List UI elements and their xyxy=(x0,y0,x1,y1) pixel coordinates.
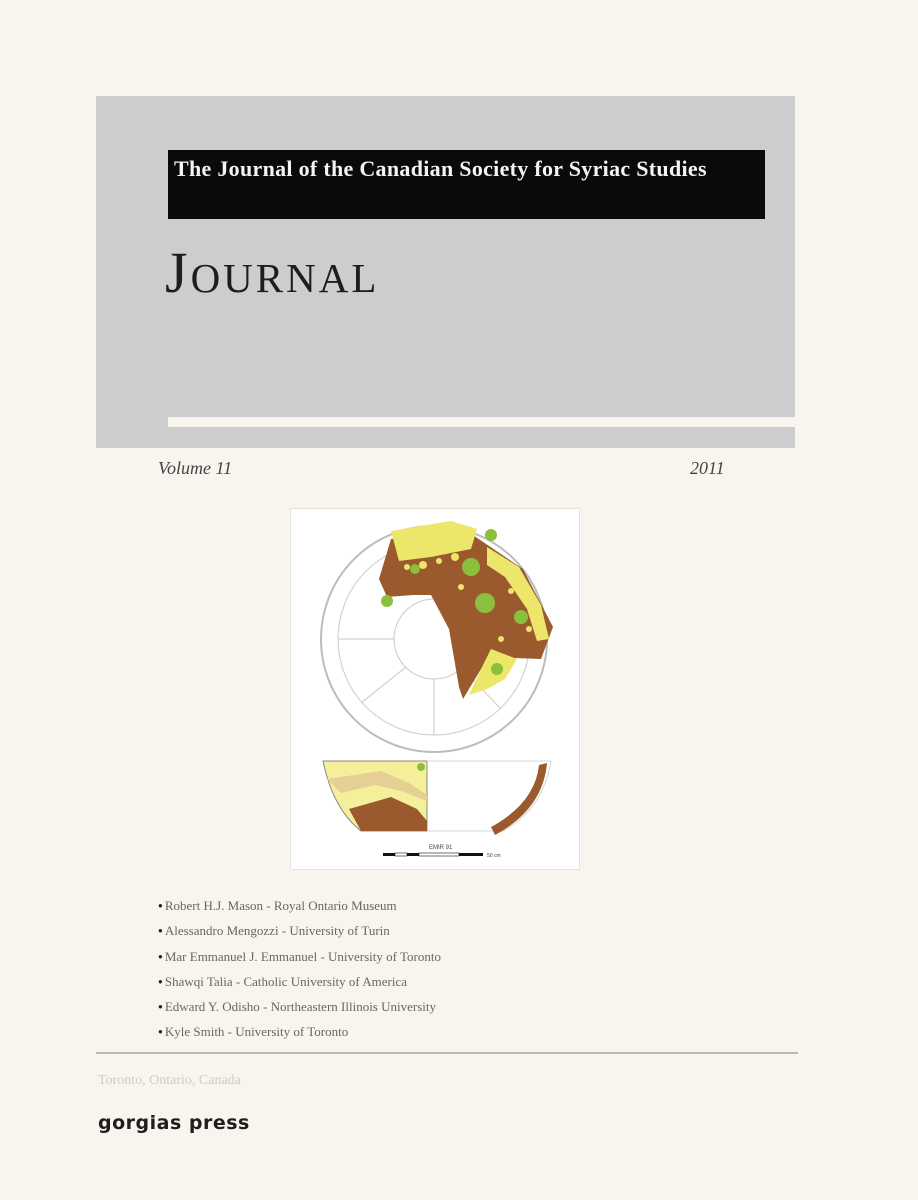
site-plan-drawing xyxy=(291,509,579,869)
contributor-item: ● Edward Y. Odisho - Northeastern Illinois University xyxy=(158,995,441,1020)
journal-title: Journal xyxy=(165,240,380,305)
contributor-item: ● Kyle Smith - University of Toronto xyxy=(158,1020,441,1045)
series-title: The Journal of the Canadian Society for Syriac Studies xyxy=(168,150,765,219)
scale-label: EMIR 91 xyxy=(429,845,453,851)
cover-illustration xyxy=(290,508,580,870)
scale-bar xyxy=(383,845,501,859)
contributor-item: ● Alessandro Mengozzi - University of Turin xyxy=(158,919,441,944)
contributor-item: ● Mar Emmanuel J. Emmanuel - University of Toronto xyxy=(158,945,441,970)
footer-divider xyxy=(96,1052,798,1054)
section-right-brown-arc xyxy=(491,763,547,835)
contributor-item: ● Shawqi Talia - Catholic University of America xyxy=(158,970,441,995)
contributor-item: ● Robert H.J. Mason - Royal Ontario Museum xyxy=(158,894,441,919)
scale-unit: 50 cm xyxy=(487,853,501,859)
publisher-logo: gorgias press xyxy=(98,1112,250,1134)
year-label: 2011 xyxy=(690,458,725,478)
volume-label: Volume 11 xyxy=(158,458,233,478)
section-green-dot xyxy=(417,763,425,771)
contributor-list xyxy=(158,894,441,1046)
section-drawing xyxy=(323,761,551,835)
panel-divider-stripe xyxy=(168,417,795,427)
publisher-location: Toronto, Ontario, Canada xyxy=(98,1073,241,1088)
